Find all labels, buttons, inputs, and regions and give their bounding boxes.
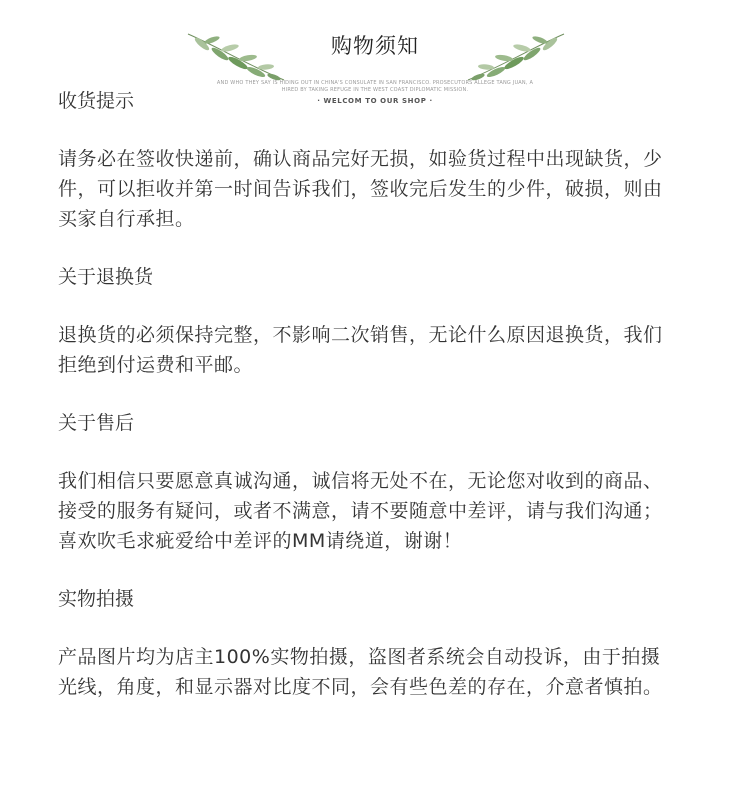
text-line: 产品图片均为店主100%实物拍摄，盗图者系统会自动投诉，由于拍摄: [58, 646, 661, 668]
text-line: 件，可以拒收并第一时间告诉我们，签收完后发生的少件，破损，则由: [58, 178, 663, 200]
text-line: 拒绝到付运费和平邮。: [58, 354, 254, 376]
text-line: 我们相信只要愿意真诚沟通，诚信将无处不在，无论您对收到的商品、: [58, 470, 663, 492]
banner-subtext-line1: AND WHO THEY SAY IS HIDING OUT IN CHINA'S CONSULATE IN SAN FRANCISCO. PROSECUTORS ALLEGE TANG JUAN, A: [216, 80, 534, 86]
banner-tagline: · WELCOM TO OUR SHOP ·: [317, 97, 433, 105]
text-line: 喜欢吹毛求疵爱给中差评的MM请绕道，谢谢！: [58, 530, 463, 552]
section-heading-photos: 实物拍摄: [58, 588, 135, 610]
section-text-aftersale: [58, 466, 698, 556]
section-text-photos: [58, 642, 698, 702]
text-line: 买家自行承担。: [58, 208, 195, 230]
banner-subtext-line2: HIRED BY TAKING REFUGE IN THE WEST COAST DIPLOMATIC MISSION.: [281, 87, 469, 93]
page-title: 购物须知: [331, 34, 419, 58]
text-line: 光线，角度，和显示器对比度不同，会有些色差的存在，介意者慎拍。: [58, 676, 663, 698]
section-heading-returns: 关于退换货: [58, 266, 154, 288]
section-text-receipt: [58, 144, 698, 234]
section-text-returns: [58, 320, 698, 380]
text-line: 请务必在签收快递前，确认商品完好无损，如验货过程中出现缺货，少: [58, 148, 663, 170]
text-line: 退换货的必须保持完整，不影响二次销售，无论什么原因退换货，我们: [58, 324, 663, 346]
text-line: 接受的服务有疑问，或者不满意，请不要随意中差评，请与我们沟通；: [58, 500, 663, 522]
section-heading-receipt: 收货提示: [58, 90, 135, 112]
notice-content: [58, 86, 698, 730]
section-heading-aftersale: 关于售后: [58, 412, 135, 434]
